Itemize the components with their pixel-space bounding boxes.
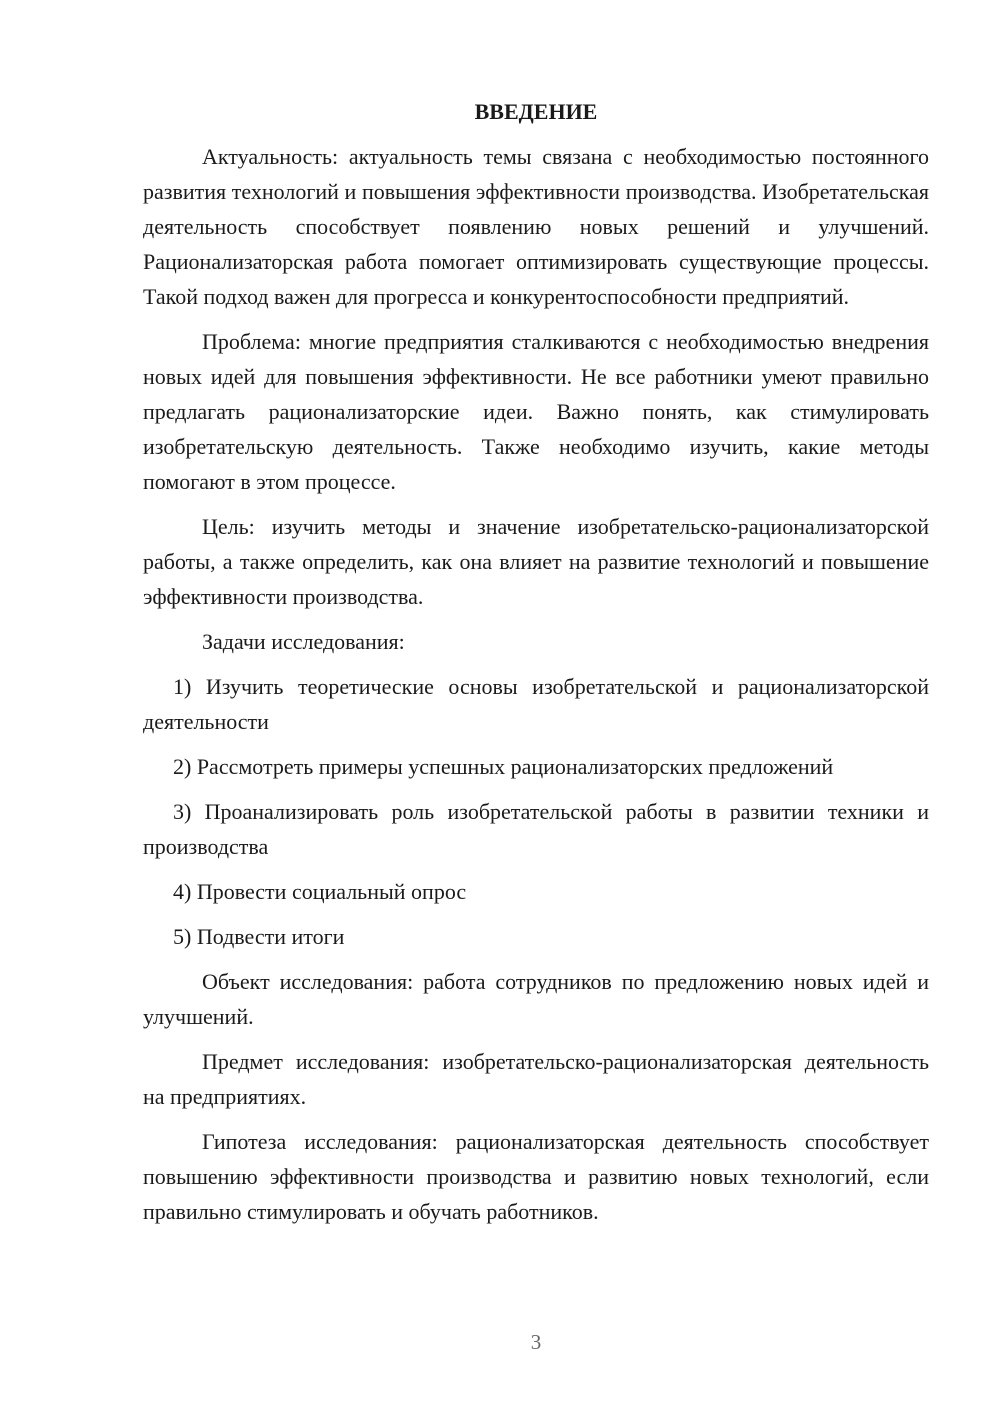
task-item: 2) Рассмотреть примеры успешных рационализаторских предложений (173, 754, 834, 779)
task-item: 3) Проанализировать роль изобретательской работы в развитии техники и производства (143, 799, 929, 859)
page-number: 3 (530, 1330, 542, 1354)
task-item: 4) Провести социальный опрос (173, 879, 467, 904)
paragraph-goal: Цель: изучить методы и значение изобретательско-рационализаторской работы, а также определить, как она влияет на развитие технологий и повышение эффективности производства. (143, 514, 929, 609)
task-item: 5) Подвести итоги (173, 924, 345, 949)
paragraph-subject: Предмет исследования: изобретательско-рационализаторская деятельность на предприятиях. (143, 1049, 929, 1109)
paragraph-problem: Проблема: многие предприятия сталкиваются с необходимостью внедрения новых идей для повышения эффективности. Не все работники умеют правильно предлагать рационализаторские идеи. Важно понять, как стимулировать изобретательскую деятельность. Также необходимо изучить, какие методы помогают в этом процессе. (143, 329, 929, 494)
task-item: 1) Изучить теоретические основы изобретательской и рационализаторской деятельности (143, 674, 929, 734)
paragraph-tasks-heading: Задачи исследования: (202, 629, 405, 654)
paragraph-hypothesis: Гипотеза исследования: рационализаторская деятельность способствует повышению эффективности производства и развитию новых технологий, если правильно стимулировать и обучать работников. (143, 1129, 929, 1224)
document-page (143, 94, 929, 1229)
paragraph-object: Объект исследования: работа сотрудников по предложению новых идей и улучшений. (143, 969, 929, 1029)
paragraph-relevance: Актуальность: актуальность темы связана с необходимостью постоянного развития технологий и повышения эффективности производства. Изобретательская деятельность способствует появлению новых решений и улучшений. Рационализаторская работа помогает оптимизировать существующие процессы. Такой подход важен для прогресса и конкурентоспособности предприятий. (143, 144, 929, 309)
page-title: ВВЕДЕНИЕ (474, 99, 598, 124)
